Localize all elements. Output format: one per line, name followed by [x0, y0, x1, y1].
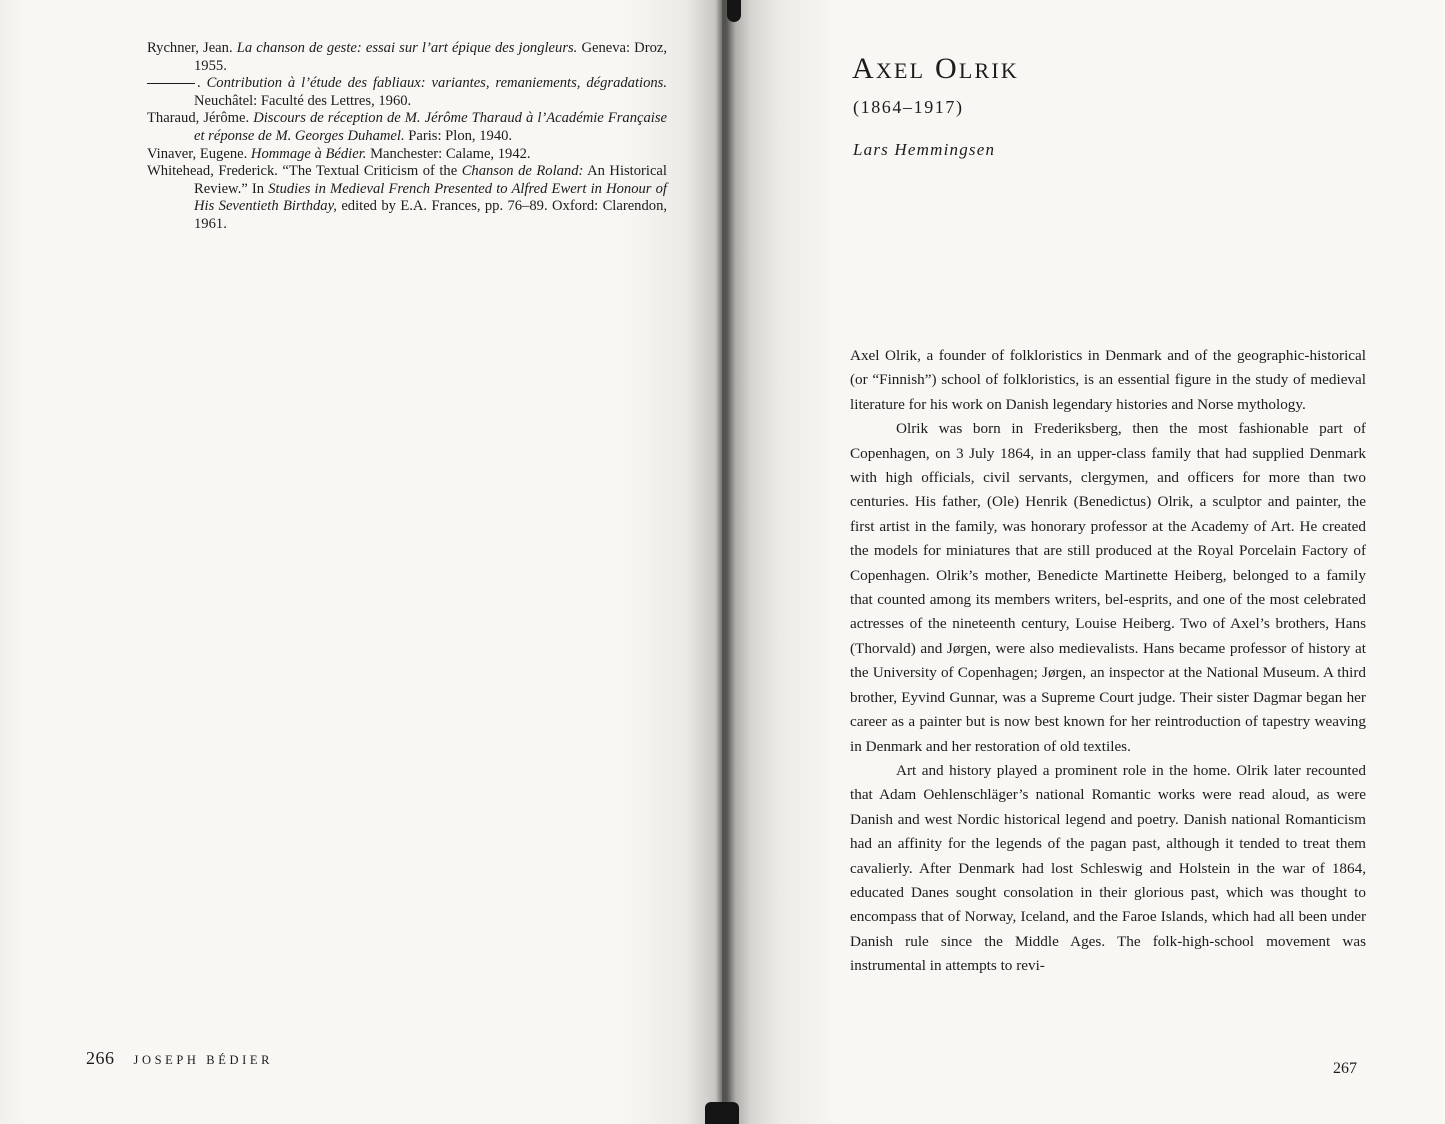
left-page-footer	[86, 1048, 273, 1069]
entry-details: edited by E.A. Frances, pp. 76–89. Oxford: Clarendon, 1961.	[194, 198, 668, 232]
binding-clip-bottom	[705, 1102, 739, 1124]
entry-title: Discours de réception de M. Jérôme Tharaud à l’Académie Française et réponse de M. Georges Duhamel.	[194, 110, 667, 144]
title-initial: A	[852, 52, 876, 85]
chapter-body	[850, 344, 1366, 979]
entry-details: Paris: Plon, 1940.	[408, 127, 513, 144]
chapter-dates: (1864–1917)	[853, 97, 964, 117]
right-page-number: 267	[1333, 1060, 1357, 1077]
entry-article-title-end: An Historical Review.” In	[194, 163, 667, 197]
entry-article-title-start: “The Textual Criticism of the	[282, 163, 458, 180]
paragraph: Olrik was born in Frederiksberg, then the most fashionable part of Copenhagen, on 3 July 1864, in an upper-class family that had supplied Denmark with high officials, civil servants, clergymen, and officers for more than two centuries. His father, (Ole) Henrik (Benedictus) Olrik, a sculptor and painter, the first artist in the family, was honorary professor at the Academy of Art. He created the models for miniatures that are still produced at the Royal Porcelain Factory of Copenhagen. Olrik’s mother, Benedicte Martinette Heiberg, belonged to a family that counted among its members writers, bel-esprits, and one of the most celebrated actresses of the nineteenth century, Louise Heiberg. Two of Axel’s brothers, Hans (Thorvald) and Jørgen, were also medievalists. Hans became professor of history at the University of Copenhagen; Jørgen, an inspector at the National Museum. A third brother, Eyvind Gunnar, was a Supreme Court judge. Their sister Dagmar began her career as a painter but is now best known for her reintroduction of tapestry weaving in Denmark and her restoration of old textiles.	[850, 420, 1366, 755]
paragraph: Axel Olrik, a founder of folkloristics in Denmark and of the geographic-historical (or “Finnish”) school of folkloristics, is an essential figure in the study of medieval literature for his work on Danish legendary histories and Norse mythology.	[850, 347, 1366, 413]
entry-author: Rychner, Jean.	[147, 40, 233, 56]
entry-details: Neuchâtel: Faculté des Lettres, 1960.	[194, 92, 412, 109]
bibliography-entry	[147, 163, 667, 233]
ditto-dash	[147, 83, 195, 84]
left-page-number: 266	[86, 1048, 115, 1068]
entry-article-title-italic: Chanson de Roland:	[461, 163, 584, 180]
bibliography-entry: . Contribution à l’étude des fabliaux: variantes, remaniements, dégradations. Neuchâtel: Faculté des Lettres, 1960.	[147, 75, 667, 110]
bibliography-list	[147, 40, 667, 234]
entry-author: Vinaver, Eugene.	[147, 145, 248, 162]
title-small-caps: XEL	[875, 58, 926, 83]
entry-title: La chanson de geste: essai sur l’art épique des jongleurs.	[236, 40, 578, 56]
entry-book-title: Studies in Medieval French Presented to Alfred Ewert in Honour of His Seventieth Birthday,	[194, 180, 667, 215]
bibliography-entry	[147, 40, 667, 75]
paragraph: Art and history played a prominent role in the home. Olrik later recounted that Adam Oehlenschläger’s national Romantic works were read aloud, as were Danish and west Nordic historical legend and poetry. Danish national Romanticism had an affinity for the legends of the pagan past, although it tended to treat them cavalierly. After Denmark had lost Schleswig and Holstein in the war of 1864, educated Danes sought consolation in their glorious past, which was thought to encompass that of Norway, Iceland, and the Faroe Islands, which had all been under Danish rule since the Middle Ages. The folk-high-school movement was instrumental in attempts to revi-	[850, 761, 1366, 975]
chapter-author: Lars Hemmingsen	[853, 140, 996, 159]
gutter-shadow	[716, 0, 736, 1124]
entry-title: Hommage à Bédier.	[250, 145, 367, 162]
entry-details: Geneva: Droz, 1955.	[194, 40, 668, 74]
entry-details: Manchester: Calame, 1942.	[370, 145, 531, 162]
entry-author: Tharaud, Jérôme.	[147, 110, 250, 127]
entry-author: Whitehead, Frederick.	[147, 163, 278, 180]
running-head: JOSEPH BÉDIER	[133, 1053, 274, 1067]
title-small-caps: LRIK	[958, 58, 1019, 83]
bibliography-entry	[147, 110, 667, 145]
title-initial: O	[934, 52, 959, 85]
chapter-title	[852, 52, 1019, 86]
entry-title: Contribution à l’étude des fabliaux: variantes, remaniements, dégradations.	[206, 75, 667, 92]
binding-clip-top	[727, 0, 741, 22]
bibliography-entry	[147, 146, 667, 164]
